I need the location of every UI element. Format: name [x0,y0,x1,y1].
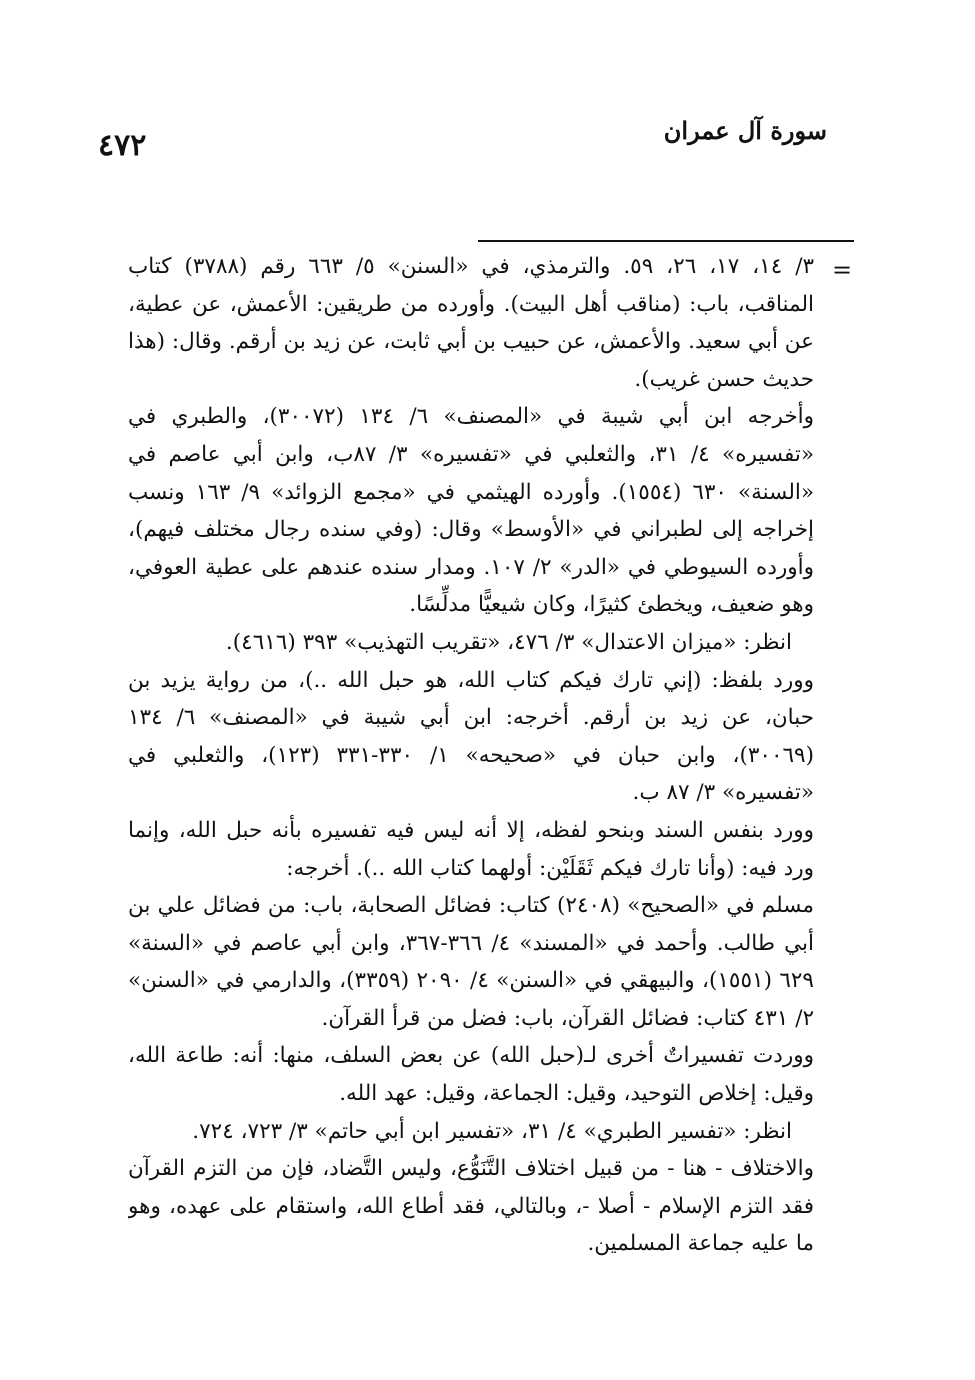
surah-title: سورة آل عمران [663,116,827,145]
footnote-paragraph-1: ٣/ ١٤، ١٧، ٢٦، ٥٩. والترمذي، في «السنن» ٥/ ٦٦٣ رقم (٣٧٨٨) كتاب المناقب، باب: (مناقب أهل البيت). وأورده من طريقين: الأعمش، عن عطية، عن أبي سعيد. والأعمش، عن حبيب بن أبي ثابت، عن زيد بن أرقم. وقال: (هذا حديث حسن غريب). [128,254,814,392]
continuation-mark: = [832,256,853,284]
footnote-body [128,248,814,1308]
footnote-paragraph-4: وورد بلفظ: (إني تارك فيكم كتاب الله، هو حبل الله ..)، من رواية يزيد بن حبان، عن زيد بن أرقم. أخرجه: ابن أبي شيبة في «المصنف» ٦/ ١٣٤ (٣٠٠٦٩)، وابن حبان في «صحيحه» ١/ ٣٣٠-٣٣١ (١٢٣)، والثعلبي في «تفسيره» ٣/ ٨٧ ب. [128,667,814,806]
footnote-paragraph-8: انظر: «تفسير الطبري» ٤/ ٣١، «تفسير ابن أبي حاتم» ٣/ ٧٢٣، ٧٢٤. [192,1118,792,1144]
footnote-separator [478,240,854,242]
footnote-paragraph-2: وأخرجه ابن أبي شيبة في «المصنف» ٦/ ١٣٤ (٣٠٠٧٢)، والطبري في «تفسيره» ٤/ ٣١، والثعلبي في «تفسيره» ٣/ ٨٧ب، وابن أبي عاصم في «السنة» ٦٣٠ (١٥٥٤). وأورده الهيثمي في «مجمع الزوائد» ٩/ ١٦٣ ونسب إخراجه إلى لطبراني في «الأوسط» وقال: (وفي سنده رجال مختلف فيهم)، وأورده السيوطي في «الدر» ٢/ ١٠٧. ومدار سنده عندهم على عطية العوفي، وهو ضعيف، ويخطئ كثيرًا، وكان شيعيًّا مدلِّسًا. [128,404,814,618]
footnote-paragraph-6: مسلم في «الصحيح» (٢٤٠٨) كتاب: فضائل الصحابة، باب: من فضائل علي بن أبي طالب. وأحمد في «المسند» ٤/ ٣٦٦-٣٦٧، وابن أبي عاصم في «السنة» ٦٢٩ (١٥٥١)، والبيهقي في «السنن» ٤/ ٢٠٩٠ (٣٣٥٩)، والدارمي في «السنن» ٢/ ٤٣١ كتاب: فضائل القرآن، باب: فضل من قرأ القرآن. [128,893,814,1031]
footnote-paragraph-9: والاختلاف - هنا - من قبيل اختلاف التَّنَوُّع، وليس التَّضاد، فإن من التزم القرآن فقد التزم الإسلام - أصلا -، وبالتالي، فقد أطاع الله، واستقام على عهده، وهو ما عليه جماعة المسلمين. [128,1156,814,1257]
footnote-paragraph-5: وورد بنفس السند وبنحو لفظه، إلا أنه ليس فيه تفسيره بأنه حبل الله، وإنما ورد فيه: (وأنا تارك فيكم ثَقَلَيْن: أولهما كتاب الله ..). أخرجه: [128,817,814,881]
footnote-paragraph-7: ووردت تفسيراتٌ أخرى لـ(حبل الله) عن بعض السلف، منها: أنه: طاعة الله، وقيل: إخلاص التوحيد، وقيل: الجماعة، وقيل: عهد الله. [128,1043,814,1107]
page-number: ٤٧٢ [98,128,147,163]
footnote-paragraph-3: انظر: «ميزان الاعتدال» ٣/ ٤٧٦، «تقريب التهذيب» ٣٩٣ (٤٦١٦). [225,629,792,655]
